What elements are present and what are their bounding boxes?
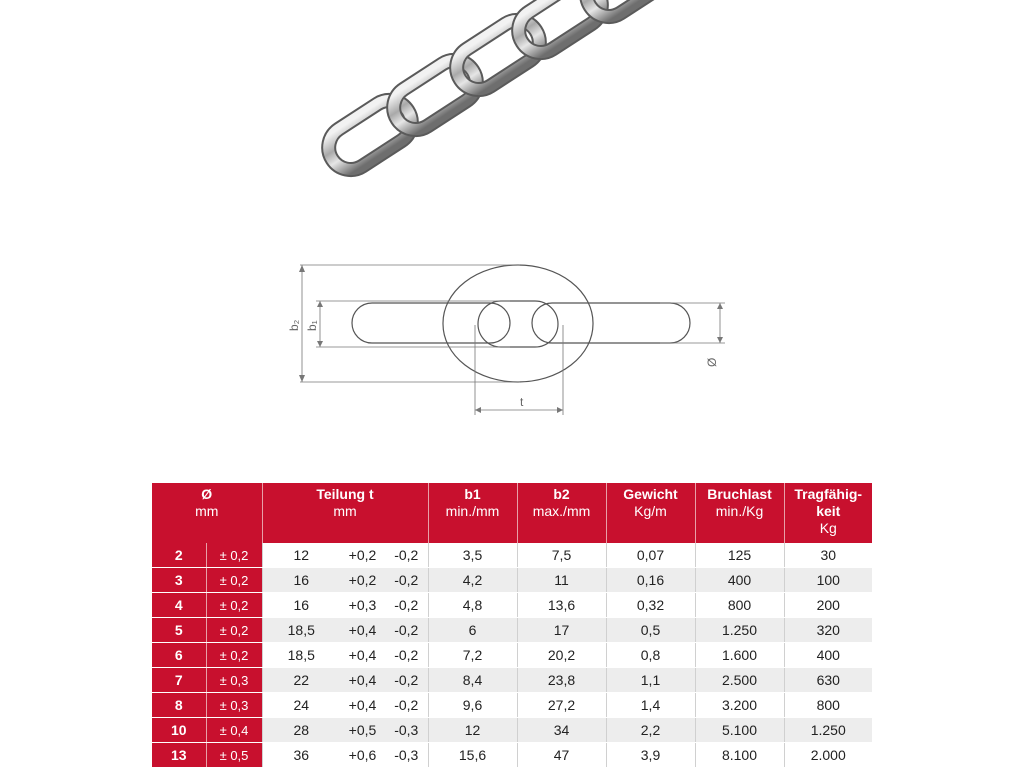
header-breaking-load: [695, 483, 784, 543]
cell-diameter: 2: [152, 543, 206, 568]
cell-b1: 3,5: [428, 543, 517, 568]
cell-b1: 4,8: [428, 593, 517, 618]
header-weight: [606, 483, 695, 543]
table-body: [152, 543, 872, 768]
cell-pitch-minus: -0,2: [385, 643, 428, 668]
table-row: [152, 593, 872, 618]
cell-b1: 15,6: [428, 743, 517, 768]
cell-b2: 27,2: [517, 693, 606, 718]
cell-b2: 34: [517, 718, 606, 743]
header-diameter-unit: mm: [195, 503, 219, 519]
header-pitch-unit: mm: [333, 503, 357, 519]
header-diameter: [152, 483, 262, 543]
table-row: [152, 693, 872, 718]
cell-pitch-minus: -0,2: [385, 593, 428, 618]
cell-capacity: 2.000: [784, 743, 872, 768]
cell-diameter-tolerance: ± 0,2: [206, 593, 262, 618]
cell-diameter: 6: [152, 643, 206, 668]
cell-b2: 11: [517, 568, 606, 593]
cell-pitch-plus: +0,2: [340, 568, 385, 593]
label-b1: b₁: [305, 320, 319, 331]
cell-diameter-tolerance: ± 0,3: [206, 668, 262, 693]
cell-diameter: 10: [152, 718, 206, 743]
cell-b2: 47: [517, 743, 606, 768]
label-pitch: t: [520, 395, 524, 409]
cell-weight: 0,16: [606, 568, 695, 593]
cell-pitch: 28: [262, 718, 340, 743]
cell-breaking-load: 3.200: [695, 693, 784, 718]
cell-diameter: 3: [152, 568, 206, 593]
cell-capacity: 630: [784, 668, 872, 693]
cell-pitch-plus: +0,4: [340, 618, 385, 643]
cell-diameter: 5: [152, 618, 206, 643]
table-row: [152, 718, 872, 743]
cell-breaking-load: 1.600: [695, 643, 784, 668]
cell-weight: 0,8: [606, 643, 695, 668]
chain-dimension-drawing: [280, 255, 750, 425]
cell-weight: 3,9: [606, 743, 695, 768]
cell-diameter-tolerance: ± 0,4: [206, 718, 262, 743]
cell-diameter: 7: [152, 668, 206, 693]
cell-breaking-load: 800: [695, 593, 784, 618]
header-b1-title: b1: [464, 486, 481, 502]
cell-b1: 8,4: [428, 668, 517, 693]
header-breaking-unit: min./Kg: [715, 503, 764, 519]
cell-pitch-minus: -0,3: [385, 743, 428, 768]
chain-link: [320, 92, 419, 178]
table-row: [152, 743, 872, 768]
middle-link-outline: [443, 265, 593, 382]
table-row: [152, 643, 872, 668]
cell-pitch-plus: +0,4: [340, 643, 385, 668]
chain-spec-table: [152, 483, 872, 768]
header-capacity-title: Tragfähig-: [794, 486, 863, 502]
cell-b2: 7,5: [517, 543, 606, 568]
cell-pitch-minus: -0,2: [385, 568, 428, 593]
header-capacity-unit: Kg: [819, 520, 837, 536]
header-weight-unit: Kg/m: [634, 503, 667, 519]
cell-b1: 9,6: [428, 693, 517, 718]
cell-pitch: 36: [262, 743, 340, 768]
table-row: [152, 543, 872, 568]
cell-pitch: 18,5: [262, 618, 340, 643]
cell-weight: 2,2: [606, 718, 695, 743]
cell-b1: 4,2: [428, 568, 517, 593]
cell-pitch: 24: [262, 693, 340, 718]
table-row: [152, 668, 872, 693]
cell-b2: 17: [517, 618, 606, 643]
cell-diameter-tolerance: ± 0,2: [206, 643, 262, 668]
header-b2: [517, 483, 606, 543]
header-weight-title: Gewicht: [623, 486, 678, 502]
cell-weight: 0,5: [606, 618, 695, 643]
label-diameter: Ø: [705, 357, 719, 367]
header-capacity-title2: keit: [816, 503, 841, 519]
cell-b1: 12: [428, 718, 517, 743]
cell-b1: 6: [428, 618, 517, 643]
chain-photo: [310, 0, 690, 185]
cell-pitch-plus: +0,3: [340, 593, 385, 618]
cell-capacity: 30: [784, 543, 872, 568]
cell-pitch: 12: [262, 543, 340, 568]
cell-pitch-minus: -0,2: [385, 618, 428, 643]
table-row: [152, 618, 872, 643]
cell-weight: 1,1: [606, 668, 695, 693]
header-pitch-title: Teilung t: [316, 486, 374, 502]
cell-pitch: 16: [262, 568, 340, 593]
cell-pitch-minus: -0,2: [385, 543, 428, 568]
cell-diameter: 8: [152, 693, 206, 718]
cell-b2: 20,2: [517, 643, 606, 668]
cell-capacity: 800: [784, 693, 872, 718]
cell-capacity: 1.250: [784, 718, 872, 743]
header-breaking-title: Bruchlast: [707, 486, 772, 502]
cell-weight: 0,07: [606, 543, 695, 568]
cell-diameter-tolerance: ± 0,3: [206, 693, 262, 718]
cell-pitch-minus: -0,2: [385, 693, 428, 718]
cell-breaking-load: 125: [695, 543, 784, 568]
cell-capacity: 400: [784, 643, 872, 668]
cell-breaking-load: 400: [695, 568, 784, 593]
cell-breaking-load: 5.100: [695, 718, 784, 743]
cell-pitch-minus: -0,2: [385, 668, 428, 693]
header-capacity: [784, 483, 872, 543]
cell-pitch-plus: +0,4: [340, 668, 385, 693]
table-header: [152, 483, 872, 543]
cell-pitch: 22: [262, 668, 340, 693]
cell-capacity: 100: [784, 568, 872, 593]
cell-breaking-load: 8.100: [695, 743, 784, 768]
cell-breaking-load: 2.500: [695, 668, 784, 693]
label-b2: b₂: [287, 319, 301, 331]
cell-capacity: 320: [784, 618, 872, 643]
right-link-outline: [532, 303, 690, 343]
cell-diameter: 4: [152, 593, 206, 618]
header-pitch: [262, 483, 428, 543]
cell-pitch: 16: [262, 593, 340, 618]
cell-pitch-plus: +0,6: [340, 743, 385, 768]
cell-diameter-tolerance: ± 0,5: [206, 743, 262, 768]
cell-pitch-minus: -0,3: [385, 718, 428, 743]
cell-pitch: 18,5: [262, 643, 340, 668]
cell-diameter: 13: [152, 743, 206, 768]
cell-capacity: 200: [784, 593, 872, 618]
header-b1-unit: min./mm: [445, 503, 500, 519]
left-link-outline: [352, 303, 510, 343]
cell-weight: 0,32: [606, 593, 695, 618]
header-diameter-title: Ø: [201, 486, 213, 502]
cell-diameter-tolerance: ± 0,2: [206, 568, 262, 593]
cell-pitch-plus: +0,2: [340, 543, 385, 568]
cell-b2: 13,6: [517, 593, 606, 618]
cell-pitch-plus: +0,5: [340, 718, 385, 743]
header-b1: [428, 483, 517, 543]
cell-b1: 7,2: [428, 643, 517, 668]
cell-breaking-load: 1.250: [695, 618, 784, 643]
cell-diameter-tolerance: ± 0,2: [206, 543, 262, 568]
cell-weight: 1,4: [606, 693, 695, 718]
cell-b2: 23,8: [517, 668, 606, 693]
cell-diameter-tolerance: ± 0,2: [206, 618, 262, 643]
table-row: [152, 568, 872, 593]
cell-pitch-plus: +0,4: [340, 693, 385, 718]
header-b2-unit: max./mm: [532, 503, 591, 519]
header-b2-title: b2: [553, 486, 570, 502]
